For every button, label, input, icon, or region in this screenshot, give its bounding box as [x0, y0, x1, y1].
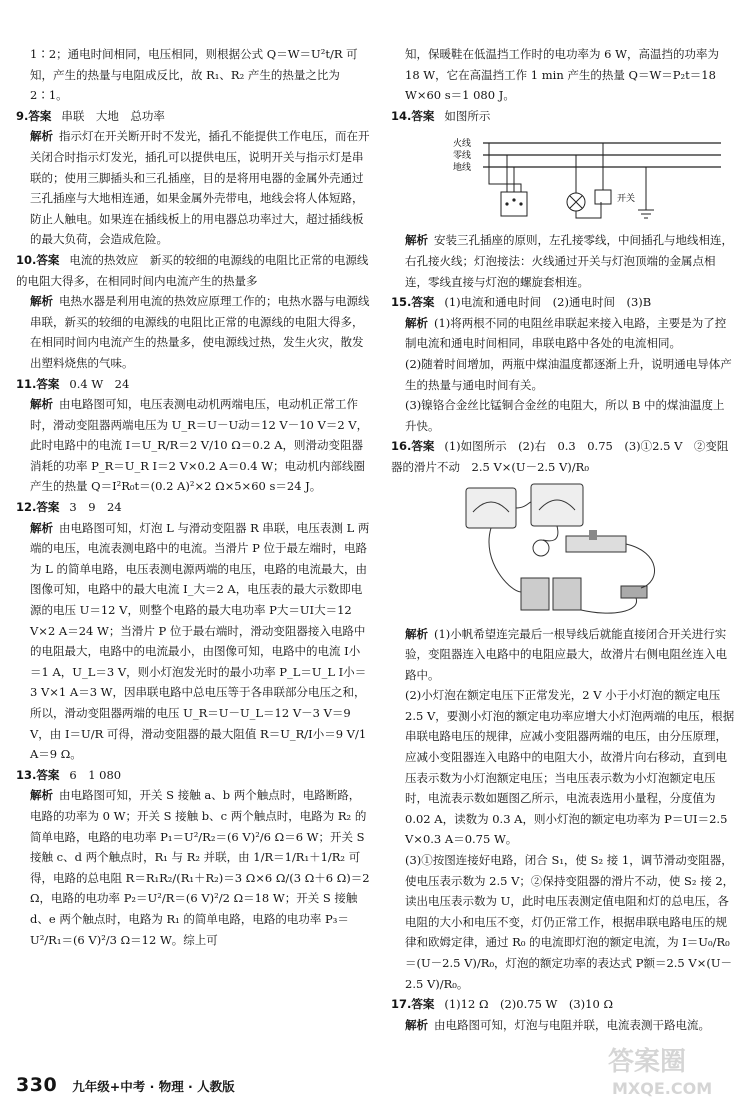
switch-icon	[595, 190, 611, 204]
ammeter-icon	[466, 488, 516, 528]
live-wire-label: 火线	[453, 139, 472, 150]
answer-line	[391, 994, 736, 1015]
text-paragraph: (2)随着时间增加，两瓶中煤油温度都逐渐上升，说明通电导体产生的热量与通电时间有关。	[405, 356, 732, 392]
analysis-paragraph	[16, 291, 371, 373]
answer-line	[16, 106, 371, 127]
answer-text: 电流的热效应 新买的较细的电源线的电阻比正常的电源线的电阻大得多，在相同时间内电流产生的热量多	[16, 252, 369, 288]
answer-label: 答案	[36, 500, 60, 515]
analysis-label: 解析	[30, 129, 53, 144]
text-paragraph: 知，保暖鞋在低温挡工作时的电功率为 6 W，高温挡的功率为 18 W，它在高温挡工作 1 min 产生的热量 Q＝W＝P₂t＝18 W×60 s＝1 080 J。	[405, 47, 719, 103]
answer-text: 0.4 W 24	[69, 376, 130, 391]
answer-label: 答案	[411, 439, 435, 454]
analysis-text: (1)将两根不同的电阻丝串联起来接入电路，主要是为了控制电流和通电时间相同，串联电路中各处的电流相同。	[405, 315, 727, 351]
analysis-label: 解析	[405, 1017, 428, 1032]
answer-label: 答案	[411, 997, 435, 1012]
page-footer	[16, 1074, 235, 1096]
answer-label: 答案	[36, 376, 60, 391]
answer-line	[391, 436, 736, 477]
answer-line	[16, 374, 371, 395]
question-number: 12.	[16, 500, 37, 515]
switch-label: 开关	[617, 194, 636, 205]
question-number: 13.	[16, 767, 37, 782]
analysis-label: 解析	[30, 520, 53, 535]
answer-line	[391, 292, 736, 313]
analysis-text: 安装三孔插座的原则，左孔接零线，中间插孔与地线相连，右孔接火线；灯泡接法：火线通过开关与灯泡顶端的金属点相连，零线直接与灯泡的螺旋套相连。	[405, 233, 733, 289]
answer-line	[16, 250, 371, 291]
answer-text: (1)如图所示 (2)右 0.3 0.75 (3)①2.5 V ②变阻器的滑片不动 2.5 V×(U－2.5 V)/R₀	[391, 439, 729, 474]
analysis-text: 指示灯在开关断开时不发光，插孔不能提供工作电压，而在开关闭合时指示灯发光，插孔可以提供电压，说明开关与指示灯是串联的；使用三脚插头和三孔插座，目的是将用电器的金属外壳通过三孔插座与大地相连通，如果金属外壳带电，地线会将人体短路，防止人触电。如果连在插线板上的用电器总功率过大，超过插线板的最大负荷，会造成危险。	[30, 129, 370, 247]
wiring-figure	[391, 130, 736, 226]
socket-icon	[501, 192, 527, 216]
text-paragraph: (3)①按图连接好电路，闭合 S₁，使 S₂ 接 1，调节滑动变阻器，使电压表示数为 2.5 V；②保持变阻器的滑片不动，使 S₂ 接 2，读出电压表示数为 U，此时电压表测定值电阻和灯的总电压，各电阻的大小和电压不变，灯仍正常工作，根据串联电路电压的规律和欧姆定律，通过 R₀ 的电流即灯泡的额定电流，为 I＝U₀/R₀＝(U－2.5 V)/R₀，灯泡的额定功率的表达式 P额＝2.5 V×(U－2.5 V)/R₀。	[405, 853, 735, 991]
wiring-diagram	[391, 130, 731, 226]
book-title: 九年级+中考 · 物理 · 人教版	[72, 1079, 235, 1094]
question-number: 11.	[16, 376, 37, 391]
analysis-paragraph	[16, 518, 371, 765]
answer-label: 答案	[36, 767, 60, 782]
analysis-label: 解析	[30, 294, 53, 309]
analysis-label: 解析	[30, 397, 53, 412]
answer-line	[391, 106, 736, 127]
voltmeter-icon	[531, 484, 583, 526]
answer-label: 答案	[411, 108, 435, 123]
answer-text: (1)电流和通电时间 (2)通电时间 (3)B	[444, 295, 652, 310]
question-number: 17.	[391, 997, 412, 1012]
analysis-text: (1)小帆希望连完最后一根导线后就能直接闭合开关进行实验，变阻器连入电路中的电阻应最大，故滑片右侧电阻丝连入电路中。	[405, 626, 727, 682]
answer-text: 6 1 080	[69, 767, 122, 782]
analysis-paragraph	[391, 313, 736, 354]
battery-icon	[521, 578, 549, 610]
analysis-text: 由电路图可知，电压表测电动机两端电压，电动机正常工作时，滑动变阻器两端电压为 U_R＝U－U动＝12 V－10 V＝2 V，此时电路中的电流 I＝U_R/R＝2 V/10 Ω＝0.2 A，则滑动变阻器消耗的功率 P_R＝U_R I＝2 V×0.2 A＝0.4 W；电动机内部线圈产生的热量 Q＝I²R₀t＝(0.2 A)²×2 Ω×5×60 s＝24 J。	[30, 397, 369, 494]
answer-text: 3 9 24	[69, 500, 122, 515]
analysis-paragraph	[16, 785, 371, 950]
analysis-text: 由电路图可知，灯泡 L 与滑动变阻器 R 串联，电压表测 L 两端的电压，电流表测电路中的电流。当滑片 P 位于最左端时，电路为 L 的简单电路，电压表测电源两端的电压，电路的电流最大，由图像可知，电路中的最大电流 I_大＝2 A，电压表的最大示数即电源的电压 U＝12 V，则整个电路的最大电功率 P大＝UI大＝12 V×2 A＝24 W；当滑片 P 位于最右端时，滑动变阻器接入电路中的电阻最大，电路中的电流最小，由图像可知，电路中的电流 I小＝1 A，U_L＝3 V，则小灯泡发光时的最小功率 P_L＝U_L I小＝3 V×1 A＝3 W，因串联电路中总电压等于各串联部分电压之和，所以，滑动变阻器两端的电压 U_R＝U－U_L＝12 V－3 V＝9 V，由 I＝U/R 可得，滑动变阻器的最大阻值 R＝U_R/I小＝9 V/1 A＝9 Ω。	[30, 520, 370, 762]
text-paragraph: 1∶2；通电时间相同，电压相同，则根据公式 Q＝W＝U²t/R 可知，产生的热量与电阻成反比，故 R₁、R₂ 产生的热量之比为 2∶1。	[30, 47, 358, 103]
watermark-url: MXQE.COM	[612, 1079, 713, 1098]
analysis-paragraph	[391, 230, 736, 292]
analysis-text: 电热水器是利用电流的热效应原理工作的；电热水器与电源线串联，新买的较细的电源线的电阻比正常的电源线的电阻大得多，在相同时间内电流产生的热量多，使电源线过热，发生火灾，散发出塑料烧焦的气味。	[30, 294, 370, 370]
answer-text: (1)12 Ω (2)0.75 W (3)10 Ω	[444, 997, 613, 1012]
watermark-logo	[600, 1040, 740, 1102]
analysis-label: 解析	[405, 233, 428, 248]
analysis-label: 解析	[30, 788, 53, 803]
left-column	[16, 44, 371, 950]
analysis-paragraph	[16, 126, 371, 250]
answer-line	[16, 765, 371, 786]
analysis-label: 解析	[405, 315, 428, 330]
analysis-text: 由电路图可知，开关 S 接触 a、b 两个触点时，电路断路，电路的功率为 0 W；开关 S 接触 b、c 两个触点时，电路为 R₂ 的简单电路，电路的电功率 P₁＝U²/R₂＝(6 V)²/6 Ω＝6 W；开关 S 接触 c、d 两个触点时，R₁ 与 R₂ 并联，由 1/R＝1/R₁＋1/R₂ 可得，电路的总电阻 R＝R₁R₂/(R₁＋R₂)＝3 Ω×6 Ω/(3 Ω＋6 Ω)＝2 Ω，电路的电功率 P₂＝U²/R＝(6 V)²/2 Ω＝18 W；开关 S 接触 d、e 两个触点时，电路为 R₁ 的简单电路，电路的电功率 P₃＝U²/R₁＝(6 V)²/3 Ω＝12 W。综上可	[30, 788, 370, 947]
answer-label: 答案	[36, 252, 60, 267]
page-number: 330	[16, 1074, 58, 1096]
answer-text: 串联 大地 总功率	[61, 108, 165, 123]
question-number: 14.	[391, 108, 412, 123]
right-column	[391, 44, 736, 1035]
battery-icon-2	[553, 578, 581, 610]
answer-label: 答案	[28, 108, 52, 123]
circuit-photo	[391, 482, 731, 620]
analysis-label: 解析	[405, 626, 428, 641]
lamp-icon	[533, 540, 549, 556]
watermark-text: 答案圈	[608, 1047, 687, 1077]
answer-line	[16, 497, 371, 518]
question-number: 15.	[391, 295, 412, 310]
neutral-wire-label: 零线	[453, 151, 472, 162]
question-number: 16.	[391, 439, 412, 454]
circuit-figure	[391, 482, 736, 620]
analysis-paragraph	[391, 624, 736, 686]
text-paragraph: (2)小灯泡在额定电压下正常发光，2 V 小于小灯泡的额定电压 2.5 V，要测小灯泡的额定电功率应增大小灯泡两端的电压，根据串联电路电压的规律，应减小变阻器两端的电压，由分压原理，应减小变阻器连入电路中的电阻大小，故滑片向右移动，直到电压表示数为小灯泡额定电压；当电压表示数为小灯泡额定电压时，电流表示数如题图乙所示，电流表选用小量程，分度值为 0.02 A，读数为 0.3 A，则小灯泡的额定电功率为 P＝UI＝2.5 V×0.3 A＝0.75 W。	[405, 688, 735, 847]
question-number: 10.	[16, 252, 37, 267]
text-paragraph: (3)镍铬合金丝比锰铜合金丝的电阻大，所以 B 中的煤油温度上升快。	[405, 398, 725, 433]
question-number: 9.	[16, 108, 29, 123]
answer-label: 答案	[411, 295, 435, 310]
analysis-paragraph	[16, 394, 371, 497]
ground-wire-label: 地线	[453, 163, 472, 174]
answer-text: 如图所示	[444, 108, 491, 123]
analysis-text: 由电路图可知，灯泡与电阻并联，电流表测干路电流。	[434, 1017, 710, 1032]
analysis-paragraph	[391, 1015, 736, 1036]
